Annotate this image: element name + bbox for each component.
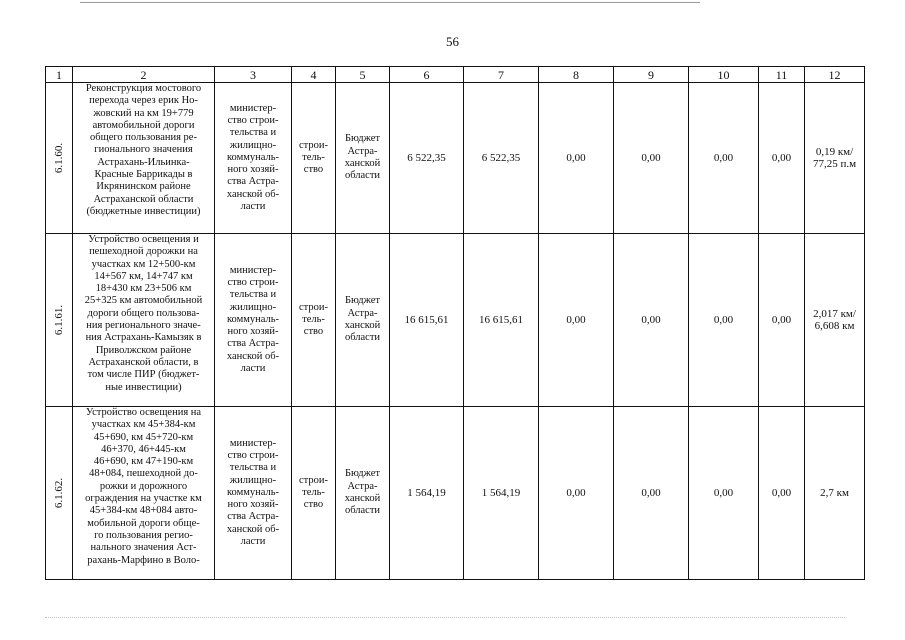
header-cell: 11: [759, 67, 805, 83]
work-type: строи- тель- ство: [299, 474, 328, 511]
scan-top-rule: [80, 2, 700, 3]
capacity-cell: [805, 407, 865, 580]
funding-source: Бюджет Астра- ханской области: [344, 468, 381, 517]
object-name: Реконструкция мостового перехода через ерик Но- жовский на км 19+779 автомобильной дороги общего пользования ре- гионального значения Астрахань-Ильинка- Красные Баррикады в Икрянинском районе Астраханской области (бюджетные инвестиции): [85, 83, 202, 217]
organization-cell: [215, 83, 292, 234]
value-col10: 0,00: [689, 83, 759, 234]
value-col11: 0,00: [759, 407, 805, 580]
row-number: 6.1.62.: [52, 477, 65, 509]
header-cell: 3: [215, 67, 292, 83]
page-number: 56: [446, 34, 459, 49]
value-col11: 0,00: [759, 83, 805, 234]
capacity: 2,017 км/ 6,608 км: [813, 307, 856, 332]
table-row: [46, 407, 865, 580]
value-col10: 0,00: [689, 407, 759, 580]
object-name-cell: [73, 407, 215, 580]
header-cell: 12: [805, 67, 865, 83]
funding-source: Бюджет Астра- ханской области: [344, 133, 381, 182]
value-col9: 0,00: [614, 234, 689, 407]
row-number: 6.1.60.: [52, 142, 65, 174]
work-type-cell: [292, 407, 336, 580]
capacity: 0,19 км/ 77,25 п.м: [812, 145, 857, 170]
funding-source: Бюджет Астра- ханской области: [344, 295, 381, 344]
organization: министер- ство строи- тельства и жилищно- коммуналь- ного хозяй- ства Астра- ханской об- ласти: [226, 264, 280, 375]
object-name-cell: [73, 83, 215, 234]
row-number: 6.1.61.: [52, 304, 65, 336]
row-number-cell: [46, 234, 73, 407]
value-col6: 1 564,19: [390, 407, 464, 580]
capacity: 2,7 км: [820, 486, 849, 499]
value-col6: 6 522,35: [390, 83, 464, 234]
funding-source-cell: [336, 234, 390, 407]
work-type-cell: [292, 83, 336, 234]
header-cell: 4: [292, 67, 336, 83]
value-col9: 0,00: [614, 83, 689, 234]
object-name-cell: [73, 234, 215, 407]
scan-bottom-rule: [45, 617, 845, 618]
value-col9: 0,00: [614, 407, 689, 580]
row-number-cell: [46, 83, 73, 234]
header-cell: 8: [539, 67, 614, 83]
table-row: [46, 234, 865, 407]
organization-cell: [215, 234, 292, 407]
value-col10: 0,00: [689, 234, 759, 407]
object-name: Устройство освещения на участках км 45+384-км 45+690, км 45+720-км 46+370, 46+445-км 46+690, км 47+190-км 48+084, пешеходной до- рожки и дорожного ограждения на участке км 45+384-км 48+084 авто- мобильной дороги обще- го пользования регио- нального значения Аст- рахань-Марфино в Воло-: [85, 407, 202, 566]
value-col11: 0,00: [759, 234, 805, 407]
work-type: строи- тель- ство: [299, 301, 328, 338]
header-cell: 1: [46, 67, 73, 83]
funding-source-cell: [336, 407, 390, 580]
value-col8: 0,00: [539, 83, 614, 234]
header-cell: 9: [614, 67, 689, 83]
header-cell: 6: [390, 67, 464, 83]
organization: министер- ство строи- тельства и жилищно- коммуналь- ного хозяй- ства Астра- ханской об- ласти: [226, 102, 280, 213]
header-cell: 5: [336, 67, 390, 83]
value-col7: 6 522,35: [464, 83, 539, 234]
header-cell: 10: [689, 67, 759, 83]
header-cell: 7: [464, 67, 539, 83]
object-name: Устройство освещения и пешеходной дорожки на участках км 12+500-км 14+567 км, 14+747 км 18+430 км 23+506 км 25+325 км автомобильной дороги общего пользова- ния регионального значе- ния Астрахань-Камызяк в Приволжском районе Астраханской области, в том числе ПИР (бюджет- ные инвестиции): [84, 234, 203, 393]
capacity-cell: [805, 234, 865, 407]
row-number-cell: [46, 407, 73, 580]
header-cell: 2: [73, 67, 215, 83]
organization-cell: [215, 407, 292, 580]
budget-table: [45, 66, 865, 580]
work-type: строи- тель- ство: [299, 139, 328, 176]
value-col7: 16 615,61: [464, 234, 539, 407]
capacity-cell: [805, 83, 865, 234]
organization: министер- ство строи- тельства и жилищно- коммуналь- ного хозяй- ства Астра- ханской об- ласти: [226, 437, 280, 548]
value-col8: 0,00: [539, 407, 614, 580]
value-col8: 0,00: [539, 234, 614, 407]
table-row: [46, 83, 865, 234]
header-row: [46, 67, 865, 83]
value-col7: 1 564,19: [464, 407, 539, 580]
value-col6: 16 615,61: [390, 234, 464, 407]
work-type-cell: [292, 234, 336, 407]
funding-source-cell: [336, 83, 390, 234]
